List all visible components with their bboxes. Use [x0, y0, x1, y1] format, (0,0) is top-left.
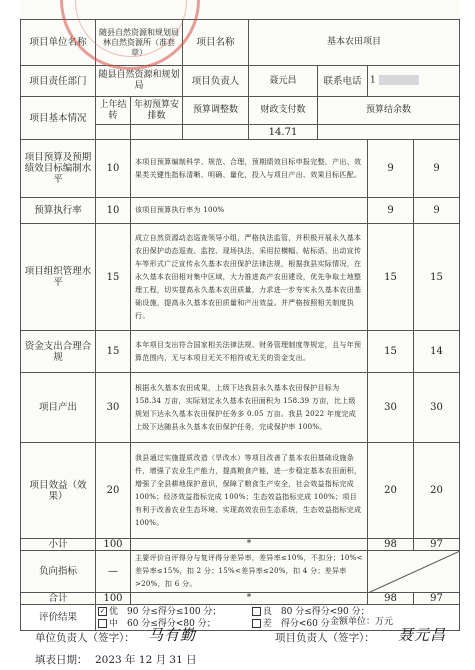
unit-signature: 马有勤: [148, 626, 197, 644]
budget-balance-header: 预算结余数: [318, 97, 460, 125]
indicator-score: 15: [96, 331, 131, 373]
subtotal-score: 100: [96, 539, 131, 551]
project-sign-label: 项目负责人（签字）：: [275, 632, 375, 644]
indicator-name: 资金支出合理合规: [21, 331, 96, 373]
indicator-desc: 本年项目支出符合国家相关法律法规、财务管理制度等规定，且与年预算范围内，无与本项目无关不相符或无关的资金支出。: [131, 331, 368, 373]
subtotal-label: 小计: [21, 539, 96, 551]
owner-value: 聂元昌: [249, 66, 318, 97]
eval-option-medium: 中 60 分≤得分<80 分；: [109, 618, 216, 629]
indicator-score: 10: [96, 140, 131, 198]
subtotal-review-score: 97: [414, 539, 460, 551]
indicator-desc: 我县通过实施提质改造（旱改水）等项目改善了基本农田基础设施条件，增强了农业生产能力，提高粮食产能，进一步稳定基本农田面积，增强了全县耕地保护意识，保障了粮食生产安全，社会效益指标完成 100%；经济效益指标完成 100%；生态效益指标完成 100%；项目有利于改善农业生态环境、实现高效农田生态系统，生态效益指标完成 100%。: [131, 443, 368, 539]
indicator-desc: 该项目预算执行率为 100%: [131, 198, 368, 224]
indicator-name: 项目效益（效果）: [21, 443, 96, 539]
indicator-desc: 本项目预算编制科学、规范、合理，预期绩效目标申报完整，产出、效果类关键性指标清晰、明确、量化，投入与项目产出、效果目标匹配。: [131, 140, 368, 198]
project-name-label: 项目名称: [183, 20, 249, 66]
budget-adjust-header: 预算调整数: [183, 97, 249, 125]
dept-label: 项目责任部门: [21, 66, 96, 97]
indicator-score: 15: [96, 224, 131, 331]
checkbox-poor[interactable]: [252, 619, 261, 628]
indicator-self-score: 30: [368, 373, 414, 443]
indicator-self-score: 9: [368, 198, 414, 224]
redacted-block: [379, 75, 419, 85]
negative-indicator-label: 负向指标: [21, 551, 96, 593]
negative-indicator-score: —: [96, 551, 131, 593]
unit-name-value: 随县自然资源和规划局林自然资源所（准套章）: [96, 20, 183, 66]
total-score: 100: [96, 593, 131, 605]
amount-unit-note: 金额单位：万元: [330, 617, 394, 627]
indicator-name: 项目组织管理水平: [21, 224, 96, 331]
indicator-self-score: 15: [368, 224, 414, 331]
total-star: *: [131, 593, 368, 605]
carry-over-value: [96, 125, 131, 140]
indicator-self-score: 20: [368, 443, 414, 539]
indicator-score: 30: [96, 373, 131, 443]
eval-option-good: 良 80 分≤得分<90 分；: [262, 606, 370, 617]
indicator-desc: 根据永久基本农田成果，上级下达我县永久基本农田保护目标为 158.34 万亩，实际划定永久基本农田面积为 158.39 万亩，比上级规划下达永久基本农田保护任务多 0.05 万亩。我县 2022 年度完成上级下达随县永久基本农田保护任务，完成保护率 100%。: [131, 373, 368, 443]
basic-info-label: 项目基本情况: [21, 97, 96, 140]
unit-name-label: 项目单位名称: [21, 20, 96, 66]
phone-label: 联系电话: [318, 66, 368, 97]
total-self-score: 98: [368, 593, 414, 605]
checkbox-medium[interactable]: [98, 619, 107, 628]
initial-budget-header: 年初预算安排数: [131, 97, 183, 125]
budget-adjust-value: [183, 125, 249, 140]
indicator-review-score: 9: [414, 198, 460, 224]
indicator-review-score: 14: [414, 331, 460, 373]
eval-option-poor: 差 得分<60 分: [262, 618, 330, 629]
diagonal-line: [368, 551, 460, 593]
indicator-name: 预算执行率: [21, 198, 96, 224]
date-label: 填表日期：: [35, 654, 88, 666]
unit-sign-label: 单位负责人（签字）：: [35, 632, 135, 644]
indicator-review-score: 9: [414, 140, 460, 198]
phone-value: 1: [368, 66, 460, 97]
initial-budget-value: [131, 125, 183, 140]
indicator-review-score: 20: [414, 443, 460, 539]
dept-value: 随县自然资源和规划局: [96, 66, 183, 97]
indicator-self-score: 15: [368, 331, 414, 373]
budget-balance-value: [318, 125, 460, 140]
negative-blank-cell: [368, 551, 460, 593]
subtotal-star: *: [131, 539, 368, 551]
fiscal-paid-header: 财政支付数: [249, 97, 318, 125]
eval-result-label: 评价结果: [21, 605, 96, 631]
indicator-self-score: 9: [368, 140, 414, 198]
fiscal-paid-value: 14.71: [249, 125, 318, 140]
indicator-name: 项目产出: [21, 373, 96, 443]
project-name-value: 基本农田项目: [249, 20, 460, 66]
indicator-score: 20: [96, 443, 131, 539]
indicator-review-score: 30: [414, 373, 460, 443]
indicator-name: 项目预算及预期绩效目标编制水平: [21, 140, 96, 198]
indicator-desc: 成立自然资源动态巡查领导小组，严格执法监管，并积极开展永久基本农田保护动态巡查、监控、现场执法，采用拉横幅、帖标语、出动宣传车等形式广泛宣传永久基本农田保护法律法规，根据我县实际情况，在永久基本农田相对集中区域，大力推进高产农田建设，优先争取土地整理工程，切实提高永久基本农田质量，力求进一步夯实永久基本农田基础设施，提高永久基本农田质量和产出效益。并严格按照相关制度执行。: [131, 224, 368, 331]
checkbox-excellent[interactable]: ✓: [99, 606, 106, 615]
performance-table: [20, 19, 460, 631]
owner-label: 项目负责人: [183, 66, 249, 97]
indicator-score: 10: [96, 198, 131, 224]
project-signature: 聂元昌: [398, 626, 447, 644]
total-review-score: 97: [414, 593, 460, 605]
subtotal-self-score: 98: [368, 539, 414, 551]
checkbox-good[interactable]: [252, 607, 261, 616]
carry-over-header: 上年结转: [96, 97, 131, 125]
indicator-review-score: 15: [414, 224, 460, 331]
date-value: 2023 年 12 月 31 日: [95, 654, 197, 666]
total-label: 合计: [21, 593, 96, 605]
eval-option-excellent: 优 90 分≤得分≤100 分；: [109, 606, 222, 617]
negative-indicator-desc: 主要评价自评得分与复评得分差异率，差异率≤10%，不扣分；10%<差异率≤15%，扣 2 分；15%<差异率≤20%，扣 4 分；差异率>20%，扣 6 分。: [131, 551, 368, 593]
